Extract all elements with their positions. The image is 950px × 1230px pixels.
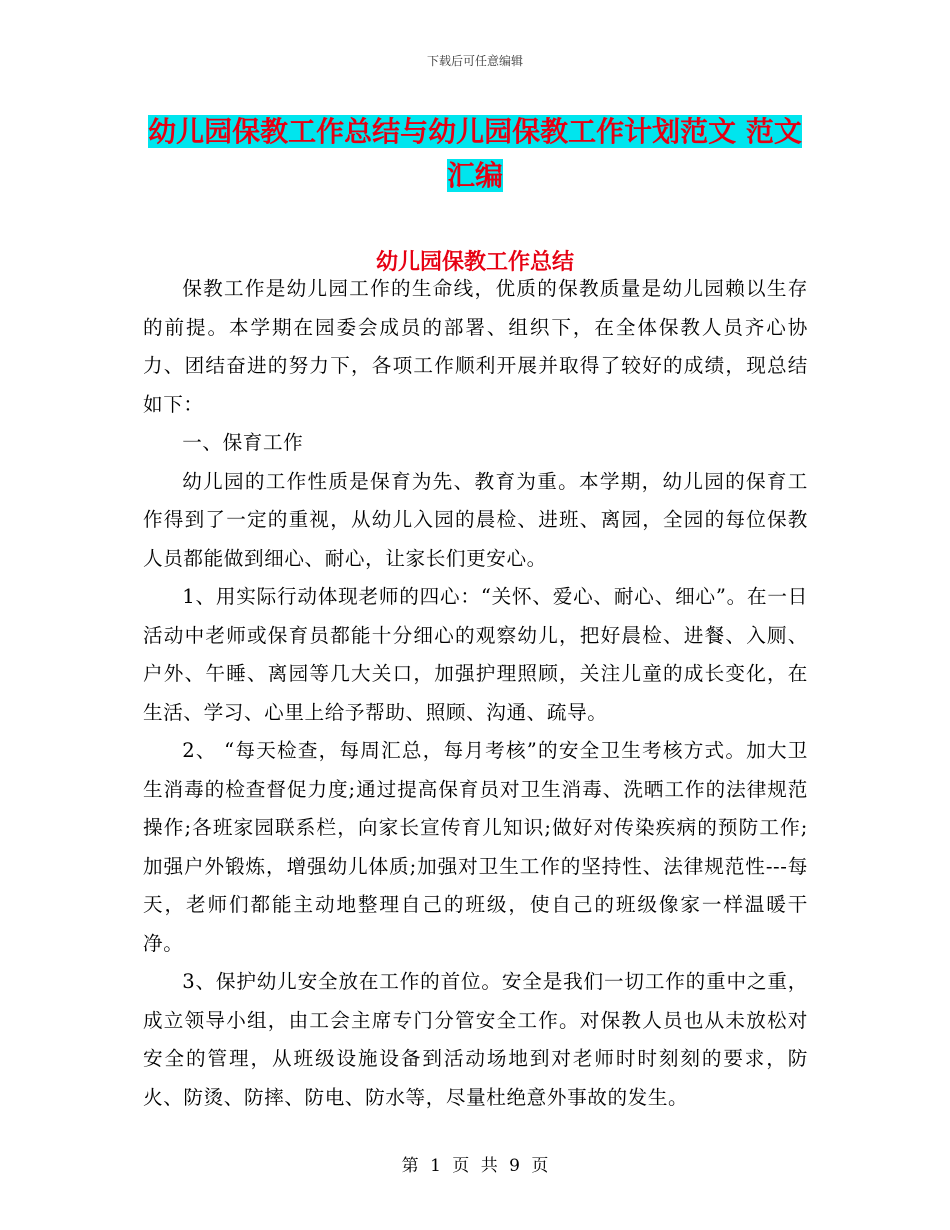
heading-childcare: 一、保育工作 — [182, 431, 304, 454]
body-text — [143, 270, 808, 1117]
section-title: 幼儿园保教工作总结 — [375, 250, 574, 275]
document-title-line-2: 汇编 — [446, 159, 503, 192]
paragraph-item-1: 1、用实际行动体现老师的四心：“关怀、爱心、耐心、细心”。在一日活动中老师或保育员都能十分细心的观察幼儿，把好晨检、进餐、入厕、户外、午睡、离园等几大关口，加强护理照顾，关注儿童的成长变化，在生活、学习、心里上给予帮助、照顾、沟通、疏导。 — [143, 585, 808, 724]
page-footer: 第 1 页 共 9 页 — [401, 1156, 549, 1176]
paragraph-item-2: 2、 “每天检查，每周汇总，每月考核”的安全卫生考核方式。加大卫生消毒的检查督促力度;通过提高保育员对卫生消毒、洗晒工作的法律规范操作;各班家园联系栏，向家长宣传育儿知识;做好对传染疾病的预防工作;加强户外锻炼，增强幼儿体质;加强对卫生工作的坚持性、法律规范性---每天，老师们都能主动地整理自己的班级，使自己的班级像家一样温暖干净。 — [143, 739, 808, 955]
paragraph-intro: 保教工作是幼儿园工作的生命线，优质的保教质量是幼儿园赖以生存的前提。本学期在园委会成员的部署、组织下，在全体保教人员齐心协力、团结奋进的努力下，各项工作顺利开展并取得了较好的成绩，现总结如下： — [143, 277, 808, 416]
document-title-line-1: 幼儿园保教工作总结与幼儿园保教工作计划范文 范文 — [148, 115, 802, 148]
document-title — [140, 110, 810, 198]
paragraph-childcare-overview: 幼儿园的工作性质是保育为先、教育为重。本学期，幼儿园的保育工作得到了一定的重视，从幼儿入园的晨检、进班、离园，全园的每位保教人员都能做到细心、耐心，让家长们更安心。 — [143, 469, 808, 570]
paragraph-item-3: 3、保护幼儿安全放在工作的首位。安全是我们一切工作的重中之重，成立领导小组，由工会主席专门分管安全工作。对保教人员也从未放松对安全的管理，从班级设施设备到活动场地到对老师时时刻刻的要求，防火、防烫、防摔、防电、防水等，尽量杜绝意外事故的发生。 — [143, 970, 808, 1109]
page-header: 下载后可任意编辑 — [426, 54, 523, 68]
